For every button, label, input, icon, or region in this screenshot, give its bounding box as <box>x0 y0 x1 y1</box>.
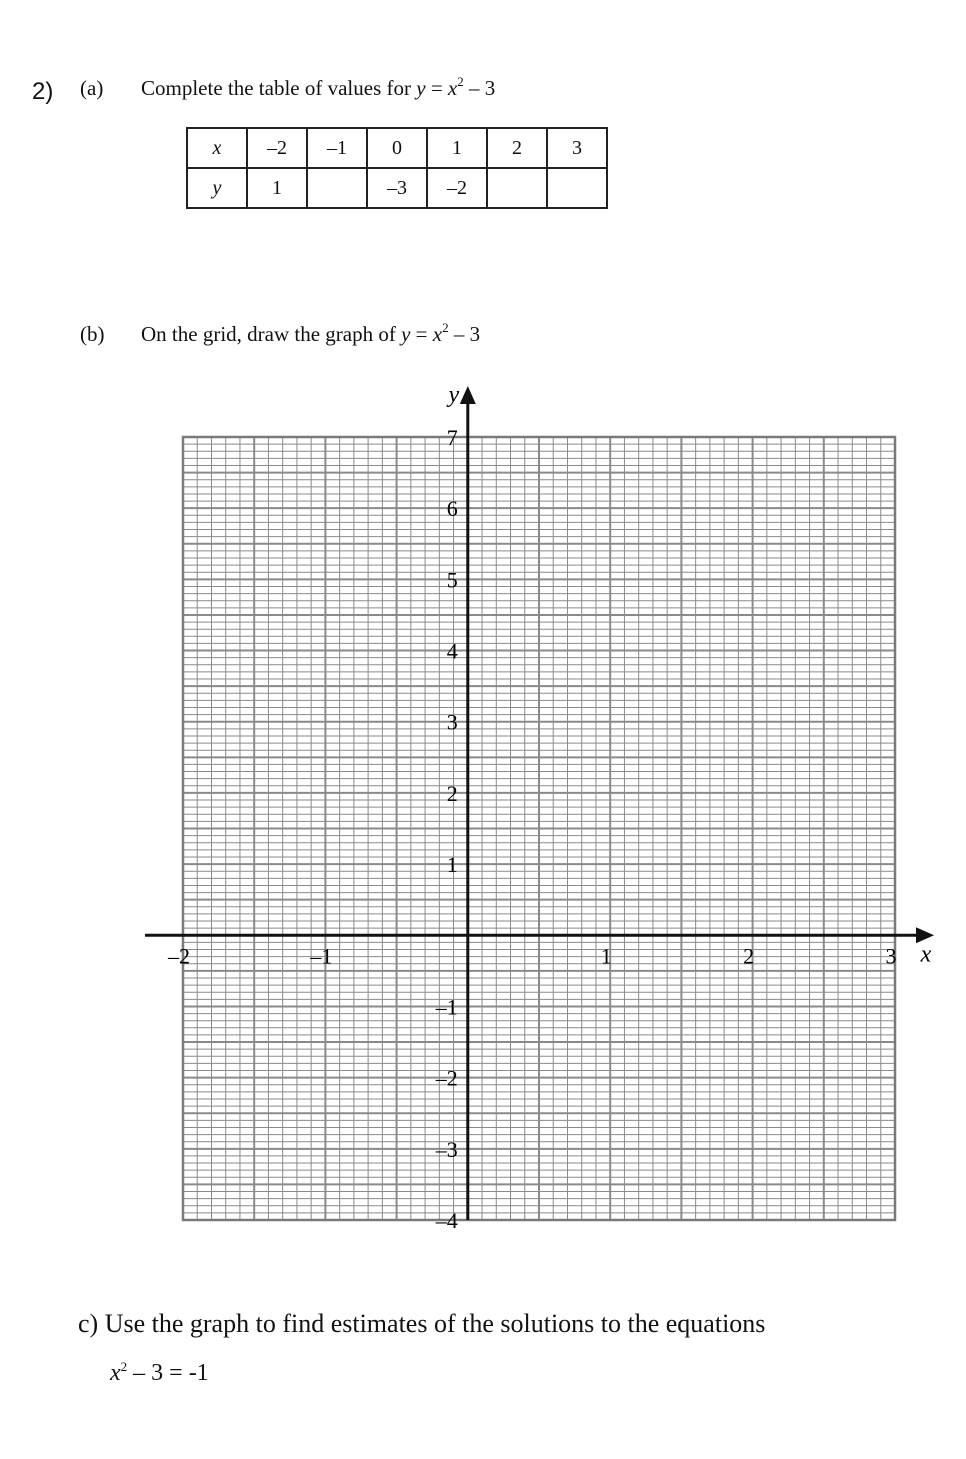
part-c-eq-var: x <box>110 1360 121 1386</box>
x-tick-label: 1 <box>600 943 612 969</box>
part-a-label: (a) <box>80 76 104 100</box>
part-b-eq-lhs: y <box>401 322 411 346</box>
table-cell-x: 2 <box>487 128 547 168</box>
table-header-y: y <box>187 168 247 208</box>
part-a-eq-lhs: y <box>416 76 426 100</box>
table-header-x: x <box>187 128 247 168</box>
part-b-eq-exponent: 2 <box>442 320 449 335</box>
table-cell-x: –1 <box>307 128 367 168</box>
table-cell-y: 1 <box>247 168 307 208</box>
table-cell-x: 0 <box>367 128 427 168</box>
x-tick-label: –1 <box>310 943 333 969</box>
part-c-eq-exponent: 2 <box>120 1359 128 1374</box>
y-tick-label: –4 <box>435 1208 458 1233</box>
y-tick-label: –2 <box>435 1065 458 1091</box>
y-tick-label: –1 <box>435 994 458 1020</box>
x-axis-label: x <box>920 941 932 968</box>
part-c-equation <box>110 1360 209 1387</box>
y-tick-label: –3 <box>435 1136 458 1162</box>
table-cell-y: –3 <box>367 168 427 208</box>
table-cell-x: 3 <box>547 128 607 168</box>
part-a-eq-tail: – 3 <box>469 76 496 100</box>
part-b-eq-equals: = <box>415 322 428 346</box>
part-a-eq-var: x <box>447 76 458 100</box>
y-tick-label: 7 <box>446 425 458 450</box>
y-tick-label: 4 <box>446 638 458 664</box>
part-a-eq-equals: = <box>430 76 443 100</box>
question-number: 2) <box>32 78 54 105</box>
x-tick-label: –2 <box>168 943 190 969</box>
part-a-prefix: Complete the table of values for <box>141 76 411 100</box>
y-tick-label: 5 <box>446 567 458 593</box>
y-axis-label: y <box>448 382 460 408</box>
x-tick-label: 2 <box>743 943 755 969</box>
y-tick-label: 3 <box>446 709 458 735</box>
part-b-label: (b) <box>80 322 105 346</box>
part-b-prefix: On the grid, draw the graph of <box>141 322 396 346</box>
part-a-eq-exponent: 2 <box>457 74 464 89</box>
part-b-eq-tail: – 3 <box>453 322 481 346</box>
part-c-instruction: c) Use the graph to find estimates of the solutions to the equations <box>78 1309 766 1338</box>
part-b-eq-var: x <box>432 322 443 346</box>
table-cell-y: –2 <box>427 168 487 208</box>
part-c-eq-tail: – 3 = -1 <box>133 1360 209 1386</box>
y-tick-label: 1 <box>446 852 458 878</box>
y-tick-label: 6 <box>446 496 458 522</box>
table-cell-x: –2 <box>247 128 307 168</box>
y-tick-label: 2 <box>446 780 458 806</box>
table-cell-x: 1 <box>427 128 487 168</box>
y-axis-arrow-icon <box>460 386 476 404</box>
x-tick-label: 3 <box>885 943 897 969</box>
